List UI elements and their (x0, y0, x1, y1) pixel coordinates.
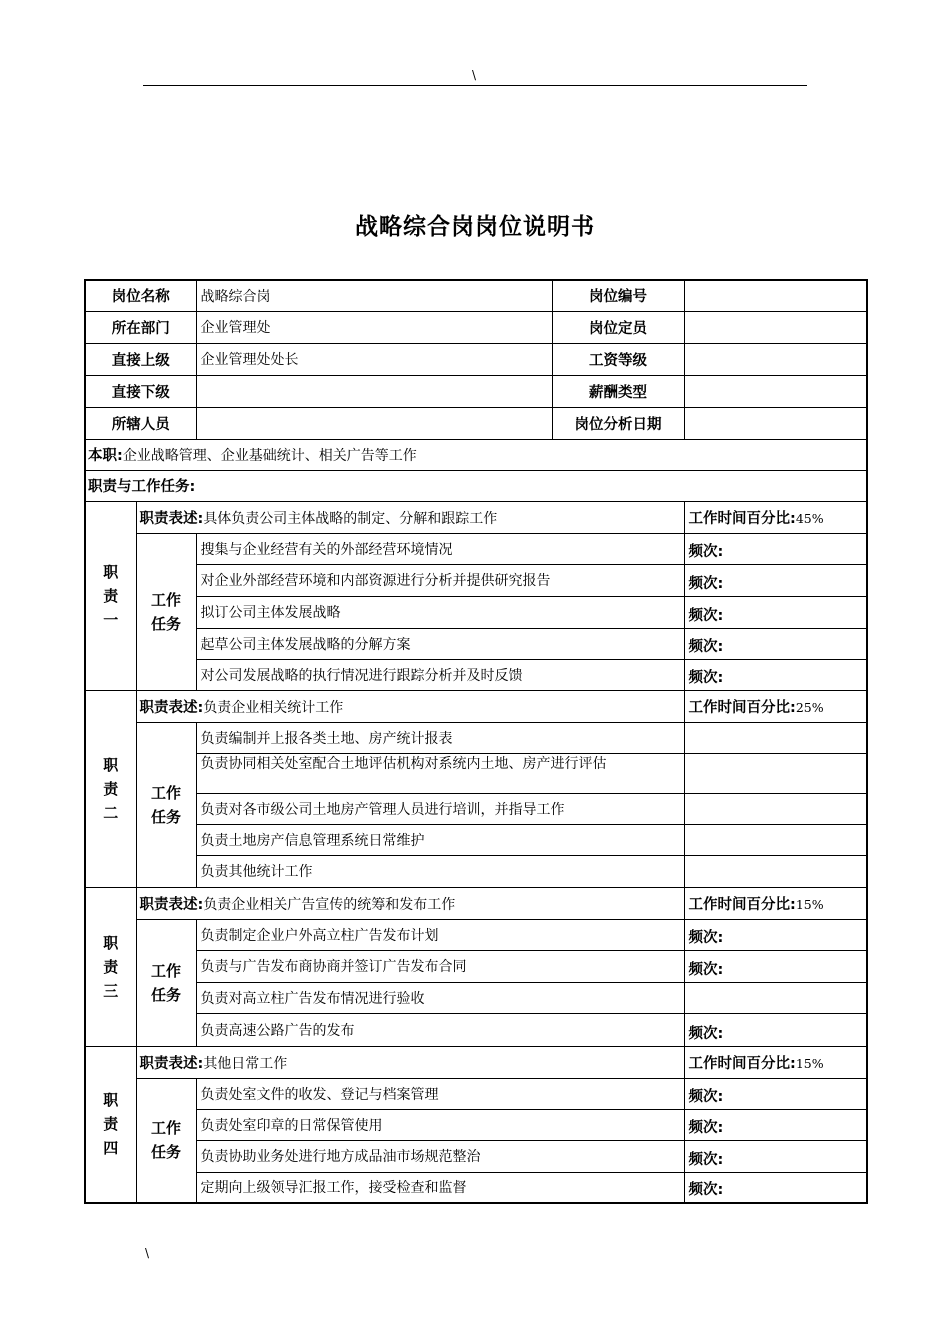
time-percent (684, 690, 867, 722)
page-title: 战略综合岗岗位说明书 (355, 214, 595, 240)
task-text: 负责高速公路广告的发布 (196, 1013, 684, 1046)
task-text: 负责处室文件的收发、登记与档案管理 (196, 1078, 684, 1109)
task-frequency (684, 855, 867, 887)
info-value: 企业管理处 (196, 311, 552, 343)
statement-label: 职责表述: (139, 510, 204, 527)
task-label: 工作任务 (136, 722, 196, 887)
task-row (85, 533, 867, 564)
task-text: 定期向上级领导汇报工作，接受检查和监督 (196, 1172, 684, 1203)
info-label: 所辖人员 (85, 407, 196, 439)
task-label: 工作任务 (136, 1078, 196, 1203)
duty-statement (136, 1046, 684, 1078)
time-percent (684, 501, 867, 533)
task-frequency: 频次: (684, 1013, 867, 1046)
task-row (85, 1078, 867, 1109)
info-value (684, 375, 867, 407)
duty-name (85, 887, 136, 1046)
statement-label: 职责表述: (139, 1055, 204, 1072)
task-row (85, 1109, 867, 1140)
job-description-table (84, 279, 868, 1204)
task-row (85, 1172, 867, 1203)
task-text: 负责编制并上报各类土地、房产统计报表 (196, 722, 684, 753)
info-value: 战略综合岗 (196, 280, 552, 311)
task-frequency (684, 824, 867, 855)
task-row (85, 950, 867, 982)
task-frequency (684, 753, 867, 793)
duty-name-char: 职 (103, 1091, 119, 1110)
task-frequency: 频次: (684, 564, 867, 596)
duty-statement-row (85, 690, 867, 722)
task-row (85, 596, 867, 628)
task-text: 负责与广告发布商协商并签订广告发布合同 (196, 950, 684, 982)
task-row (85, 824, 867, 855)
duties-header-row (85, 470, 867, 501)
task-text: 负责其他统计工作 (196, 855, 684, 887)
duty-name (85, 1046, 136, 1203)
task-text: 拟订公司主体发展战略 (196, 596, 684, 628)
info-row (85, 311, 867, 343)
duties-header: 职责与工作任务: (85, 470, 867, 501)
duty-statement-row (85, 887, 867, 919)
duty-name-char: 责 (103, 957, 119, 976)
task-frequency: 频次: (684, 1109, 867, 1140)
info-value (196, 375, 552, 407)
statement-text: 负责企业相关统计工作 (203, 699, 344, 716)
percent-label: 工作时间百分比: (688, 896, 796, 913)
info-value (684, 280, 867, 311)
statement-label: 职责表述: (139, 699, 204, 716)
statement-text: 负责企业相关广告宣传的统筹和发布工作 (203, 896, 456, 913)
task-text: 负责土地房产信息管理系统日常维护 (196, 824, 684, 855)
duty-name-char: 四 (103, 1139, 119, 1158)
time-percent (684, 1046, 867, 1078)
info-label: 薪酬类型 (552, 375, 684, 407)
info-label: 工资等级 (552, 343, 684, 375)
task-text: 对公司发展战略的执行情况进行跟踪分析并及时反馈 (196, 659, 684, 690)
percent-value: 15% (795, 1055, 824, 1071)
percent-label: 工作时间百分比: (688, 1055, 796, 1072)
header-rule (143, 85, 807, 86)
percent-label: 工作时间百分比: (688, 510, 796, 527)
duty-name-char: 责 (103, 1115, 119, 1134)
duty-name-char: 三 (103, 981, 119, 1000)
footer-mark: \ (145, 1246, 150, 1260)
header-mark: \ (472, 68, 477, 82)
task-label: 工作任务 (136, 919, 196, 1046)
task-frequency: 频次: (684, 533, 867, 564)
duty-name-char: 职 (103, 562, 119, 581)
main-duty-label: 本职: (88, 448, 123, 464)
task-frequency (684, 982, 867, 1013)
task-text: 负责制定企业户外高立柱广告发布计划 (196, 919, 684, 950)
task-row (85, 919, 867, 950)
task-frequency: 频次: (684, 1078, 867, 1109)
task-frequency: 频次: (684, 919, 867, 950)
task-frequency: 频次: (684, 950, 867, 982)
main-duty (85, 439, 867, 470)
task-row (85, 659, 867, 690)
task-frequency (684, 722, 867, 753)
task-frequency: 频次: (684, 628, 867, 659)
info-label: 所在部门 (85, 311, 196, 343)
task-row (85, 1013, 867, 1046)
task-frequency: 频次: (684, 659, 867, 690)
duty-name-char: 职 (103, 755, 119, 774)
duty-statement (136, 690, 684, 722)
duty-name-char: 责 (103, 779, 119, 798)
info-value (684, 311, 867, 343)
info-row (85, 280, 867, 311)
time-percent (684, 887, 867, 919)
percent-value: 25% (795, 699, 824, 715)
percent-label: 工作时间百分比: (688, 699, 796, 716)
duty-name-char: 职 (103, 933, 119, 952)
task-row (85, 793, 867, 824)
main-duty-row (85, 439, 867, 470)
task-row (85, 628, 867, 659)
duty-name (85, 690, 136, 887)
info-value: 企业管理处处长 (196, 343, 552, 375)
info-label: 直接上级 (85, 343, 196, 375)
task-row (85, 564, 867, 596)
info-label: 岗位名称 (85, 280, 196, 311)
info-value (684, 407, 867, 439)
task-row (85, 982, 867, 1013)
statement-text: 具体负责公司主体战略的制定、分解和跟踪工作 (203, 510, 498, 527)
task-label: 工作任务 (136, 533, 196, 690)
info-row (85, 407, 867, 439)
task-text: 负责协同相关处室配合土地评估机构对系统内土地、房产进行评估 (196, 753, 684, 793)
duty-statement (136, 887, 684, 919)
percent-value: 45% (795, 510, 824, 526)
task-text: 搜集与企业经营有关的外部经营环境情况 (196, 533, 684, 564)
duty-name (85, 501, 136, 690)
task-row (85, 753, 867, 793)
task-row (85, 722, 867, 753)
duty-statement-row (85, 501, 867, 533)
task-text: 起草公司主体发展战略的分解方案 (196, 628, 684, 659)
task-text: 负责对高立柱广告发布情况进行验收 (196, 982, 684, 1013)
duty-statement (136, 501, 684, 533)
info-row (85, 375, 867, 407)
info-label: 岗位分析日期 (552, 407, 684, 439)
task-frequency (684, 793, 867, 824)
duty-name-char: 一 (103, 610, 119, 629)
info-label: 岗位编号 (552, 280, 684, 311)
task-frequency: 频次: (684, 1172, 867, 1203)
statement-label: 职责表述: (139, 896, 204, 913)
info-value (196, 407, 552, 439)
info-row (85, 343, 867, 375)
task-frequency: 频次: (684, 596, 867, 628)
statement-text: 其他日常工作 (203, 1055, 288, 1072)
task-row (85, 855, 867, 887)
task-text: 负责对各市级公司土地房产管理人员进行培训，并指导工作 (196, 793, 684, 824)
duty-statement-row (85, 1046, 867, 1078)
duty-name-char: 责 (103, 586, 119, 605)
task-frequency: 频次: (684, 1140, 867, 1172)
info-label: 直接下级 (85, 375, 196, 407)
duty-name-char: 二 (103, 803, 119, 822)
task-text: 负责协助业务处进行地方成品油市场规范整治 (196, 1140, 684, 1172)
task-text: 对企业外部经营环境和内部资源进行分析并提供研究报告 (196, 564, 684, 596)
main-duty-text: 企业战略管理、企业基础统计、相关广告等工作 (122, 448, 417, 464)
task-row (85, 1140, 867, 1172)
task-text: 负责处室印章的日常保管使用 (196, 1109, 684, 1140)
info-label: 岗位定员 (552, 311, 684, 343)
info-value (684, 343, 867, 375)
percent-value: 15% (795, 896, 824, 912)
